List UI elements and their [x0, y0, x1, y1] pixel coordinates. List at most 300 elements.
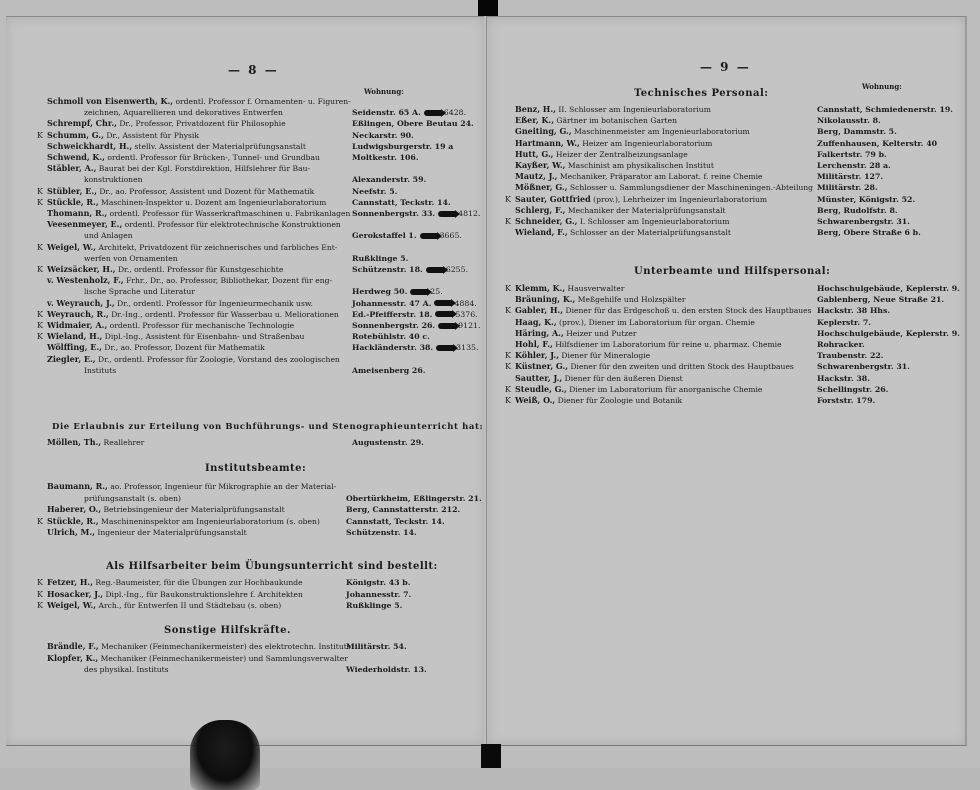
address-text: Hackstr. 38 Hhs.	[817, 306, 891, 316]
entry-address	[352, 253, 408, 264]
telephone-icon	[438, 211, 456, 217]
entry-name: Weizsäcker, H.,	[47, 264, 116, 274]
address-text: Johannesstr. 7.	[346, 589, 412, 599]
entry-description-continued: werfen von Ornamenten	[84, 253, 178, 263]
address-text: Sonnenbergstr. 33.	[352, 209, 436, 218]
entry-name: Möllen, Th.,	[47, 437, 102, 447]
address-text: Militärstr. 54.	[346, 642, 407, 651]
list-item	[515, 339, 782, 350]
address-text: Johannesstr. 47 A.	[352, 298, 432, 308]
entry-description: Schlosser an der Materialprüfungsanstalt	[570, 228, 731, 238]
entry-address	[817, 138, 937, 149]
section-heading-unterbeamte: Unterbeamte und Hilfspersonal:	[634, 266, 831, 277]
entry-name: Schrempf, Chr.,	[47, 118, 117, 129]
entry-address	[352, 365, 426, 376]
address-text: Schützenstr. 18.	[352, 265, 423, 274]
entry-address	[817, 194, 915, 205]
telephone-number: 3665.	[439, 231, 462, 241]
entry-description-continued: Instituts	[84, 365, 117, 375]
k-marker: K	[505, 194, 511, 204]
entry-name: Schmoll von Eisenwerth, K.,	[47, 96, 174, 106]
list-item	[37, 129, 199, 141]
entry-description: Dr., ordentl. Professor für Zoologie, Vorstand des zoologischen	[97, 354, 340, 364]
entry-name: Baumann, R.,	[47, 481, 108, 491]
entry-description-continued: konstruktionen	[84, 175, 143, 185]
list-item	[47, 275, 332, 286]
entry-description: Architekt, Privatdozent für zeichnerisches und farbliches Ent-	[98, 242, 338, 252]
telephone-icon	[410, 289, 428, 295]
entry-description: stellv. Assistent der Materialprüfungsanstalt	[134, 141, 306, 151]
entry-address	[817, 205, 898, 216]
address-text: Cannstatt, Schmiedenerstr. 19.	[817, 105, 954, 114]
address-text: Schellingstr. 26.	[817, 384, 889, 394]
entry-description: Maschineninspektor am Ingenieurlaboratorium (s. oben)	[101, 516, 320, 526]
telephone-number: 4884.	[454, 298, 477, 308]
entry-address	[352, 107, 466, 118]
entry-address	[352, 320, 480, 331]
address-text: Traubenstr. 22.	[817, 351, 884, 361]
entry-address	[817, 126, 897, 137]
entry-name: Wölffing, E.,	[47, 342, 102, 353]
entry-description: Schlosser u. Sammlungsdiener der Maschineningen.-Abteilung	[569, 183, 814, 193]
entry-description: Mechaniker der Materialprüfungsanstalt	[567, 205, 726, 215]
entry-name: v. Westenholz, F.,	[47, 275, 124, 286]
entry-description: Dipl.-Ing., für Baukonstruktionslehre f. Architekten	[105, 589, 303, 599]
list-item	[505, 216, 730, 227]
entry-description: Maschinenmeister am Ingenieurlaboratorium	[574, 127, 750, 137]
entry-name: Ulrich, M.,	[47, 527, 95, 538]
entry-name: Haag, K.,	[515, 316, 557, 327]
telephone-number: 25.	[430, 287, 443, 297]
list-item	[505, 350, 651, 361]
list-item	[515, 149, 688, 160]
list-item	[515, 160, 714, 171]
note-heading-erlaubnis: Die Erlaubnis zur Erteilung von Buchführungs- und Stenographieunterricht hat:	[52, 422, 484, 432]
address-text: Cannstatt, Teckstr. 14.	[352, 197, 451, 207]
entry-description: ordentl. Professor für Brücken-, Tunnel- und Grundbau	[107, 153, 320, 162]
entry-name: Weigel, W.,	[47, 600, 97, 611]
address-text: Zuffenhausen, Kelterstr. 40	[817, 138, 938, 148]
address-text: Sonnenbergstr. 26.	[352, 321, 436, 330]
entry-address	[817, 328, 960, 339]
address-text: Gablenberg, Neue Straße 21.	[817, 295, 945, 305]
entry-name: Fetzer, H.,	[47, 577, 93, 587]
list-item	[37, 588, 303, 600]
k-marker: K	[505, 306, 511, 316]
entry-address	[352, 186, 397, 197]
entry-address	[352, 118, 474, 129]
address-text: Herdweg 50.	[352, 287, 408, 297]
entry-address	[346, 504, 460, 515]
entry-name: Klemm, K.,	[515, 283, 566, 293]
list-item	[505, 283, 625, 294]
entry-description: ordentl. Professor für mechanische Technologie	[109, 321, 295, 330]
entry-description: Dr., ao. Professor, Assistent und Dozent für Mathematik	[99, 186, 315, 196]
list-item	[37, 600, 282, 611]
entry-description: Reg.-Baumeister, für die Übungen zur Hochbaukunde	[95, 578, 303, 587]
address-text: Cannstatt, Teckstr. 14.	[346, 516, 445, 526]
entry-address	[817, 216, 910, 227]
telephone-number: 4812.	[458, 209, 481, 218]
entry-address	[817, 294, 944, 305]
entry-name: Bräuning, K.,	[515, 294, 576, 305]
entry-name: Hutt, G.,	[515, 148, 554, 159]
entry-address	[817, 350, 884, 361]
entry-description: Diener für Zoologie und Botanik	[557, 396, 683, 405]
entry-address	[352, 298, 477, 309]
entry-description: I. Schlosser am Ingenieurlaboratorium	[579, 217, 730, 226]
address-text: Falkertstr. 79 b.	[817, 149, 887, 159]
address-text: Schützenstr. 14.	[346, 528, 417, 538]
list-item	[37, 308, 339, 320]
k-marker: K	[505, 217, 511, 226]
entry-name: Gabler, H.,	[515, 305, 564, 316]
entry-description: ordentl. Professor f. Ornamenten- u. Figuren-	[175, 97, 351, 106]
k-marker: K	[37, 578, 43, 587]
k-marker: K	[505, 396, 511, 405]
entry-description: Diener für das Erdgeschoß u. den ersten Stock des Hauptbaues	[565, 306, 812, 316]
entry-address	[352, 331, 430, 342]
address-text: Königstr. 43 b.	[346, 578, 411, 587]
entry-address	[352, 230, 462, 241]
list-item	[37, 577, 303, 588]
address-text: Berg, Dammstr. 5.	[817, 127, 897, 137]
entry-description: Mechaniker (Feinmechanikermeister) und Sammlungsverwalter	[100, 653, 348, 663]
address-text: Rohracker.	[817, 340, 865, 349]
entry-address	[352, 141, 453, 152]
entry-address	[346, 577, 410, 588]
entry-description: Diener für den zweiten und dritten Stock des Hauptbaues	[570, 362, 794, 372]
entry-name: Mautz, J.,	[515, 171, 558, 182]
k-marker: K	[37, 321, 43, 330]
entry-name: Hohl, F.,	[515, 339, 553, 349]
list-item	[47, 96, 351, 107]
k-marker: K	[37, 242, 43, 252]
entry-description: Dr., Professor, Privatdozent für Philosophie	[119, 119, 286, 129]
section-heading-hilfsarbeiter: Als Hilfsarbeiter beim Übungsunterricht sind bestellt:	[106, 561, 438, 572]
entry-name: Gneiting, G.,	[515, 126, 572, 137]
entry-description: II. Schlosser am Ingenieurlaboratorium	[558, 105, 711, 114]
entry-name: Sauter, Gottfried	[515, 193, 591, 204]
list-item	[47, 219, 341, 230]
page-number-left: — 8 —	[228, 63, 279, 77]
address-text: Rußklinge 5.	[352, 253, 409, 263]
entry-description: Hausverwalter	[567, 284, 625, 293]
address-text: Hochschulgebäude, Keplerstr. 9.	[817, 328, 960, 338]
entry-name: Weyrauch, R.,	[47, 308, 109, 319]
entry-address	[352, 197, 451, 208]
entry-description: Gärtner im botanischen Garten	[556, 116, 677, 126]
entry-description: Dr.-Ing., ordentl. Professor für Wasserbau u. Meliorationen	[111, 309, 339, 319]
entry-address	[817, 283, 960, 294]
address-text: Hackländerstr. 38.	[352, 343, 434, 353]
entry-address	[817, 182, 878, 193]
list-item	[47, 152, 320, 163]
k-marker: K	[505, 284, 511, 293]
entry-description: Maschinen-Inspektor u. Dozent am Ingenieurlaboratorium	[101, 197, 327, 207]
entry-name: Schumm, G.,	[47, 129, 104, 140]
k-marker: K	[37, 197, 43, 207]
address-text: Ameisenberg 26.	[352, 365, 426, 375]
k-marker: K	[37, 186, 43, 196]
entry-name: Mößner, G.,	[515, 182, 568, 193]
list-item	[37, 185, 315, 197]
entry-name: Stückle, R.,	[47, 515, 99, 526]
section-heading-sonstige: Sonstige Hilfskräfte.	[164, 625, 291, 636]
list-item	[515, 171, 763, 182]
address-text: Berg, Cannstatterstr. 212.	[346, 505, 461, 515]
entry-description: Dr., ao. Professor, Dozent für Mathematik	[104, 343, 265, 353]
address-text: Schwarenbergstr. 31.	[817, 362, 910, 372]
address-text: Augustenstr. 29.	[352, 438, 424, 447]
entry-address	[817, 104, 953, 115]
list-item	[515, 294, 686, 305]
telephone-icon	[435, 311, 453, 317]
entry-name: Stübler, E.,	[47, 185, 97, 196]
entry-address	[346, 527, 417, 538]
entry-description: Heizer und Putzer	[566, 328, 637, 338]
list-item	[515, 115, 677, 126]
entry-address	[352, 264, 468, 275]
entry-description: Frhr., Dr., ao. Professor, Bibliothekar, Dozent für eng-	[126, 276, 333, 286]
entry-address	[352, 286, 443, 297]
entry-description: (prov.), Diener im Laboratorium für organ. Chemie	[559, 317, 755, 327]
entry-name: Stückle, R.,	[47, 196, 99, 207]
k-marker: K	[505, 384, 511, 394]
list-item	[515, 373, 683, 384]
entry-description: Meßgehilfe und Holzspälter	[577, 295, 686, 305]
entry-address	[817, 361, 910, 372]
address-text: Moltkestr. 106.	[352, 153, 419, 162]
address-text: Gerokstaffel 1.	[352, 231, 417, 241]
list-item	[505, 193, 768, 205]
entry-address	[817, 149, 887, 160]
list-item	[47, 354, 340, 365]
entry-name: Häring, A.,	[515, 327, 564, 338]
list-item	[515, 205, 726, 216]
entry-name: Weiß, O.,	[515, 395, 556, 405]
telephone-icon	[438, 323, 456, 329]
entry-address	[817, 384, 888, 395]
entry-description-continued: zeichnen, Aquarellieren und dekoratives Entwerfen	[84, 108, 283, 118]
list-item	[47, 163, 310, 174]
list-item	[37, 515, 320, 527]
list-item	[515, 227, 731, 238]
entry-address	[817, 317, 871, 328]
entry-address	[352, 309, 478, 320]
entry-description: Dipl.-Ing., Assistent für Eisenbahn- und Straßenbau	[104, 332, 305, 342]
list-item	[47, 504, 285, 515]
entry-description: Dr., ordentl. Professor für Ingenieurmechanik usw.	[117, 298, 313, 308]
telephone-icon	[434, 300, 452, 306]
list-item	[505, 395, 683, 406]
address-text: Ed.-Pfeifferstr. 18.	[352, 309, 433, 319]
list-item	[47, 527, 247, 538]
address-text: Münster, Königstr. 52.	[817, 194, 916, 204]
list-item	[47, 298, 313, 309]
entry-name: Weigel, W.,	[47, 241, 97, 252]
list-item	[515, 182, 813, 193]
telephone-icon	[426, 267, 444, 273]
entry-name: Schneider, G.,	[515, 216, 578, 226]
list-item	[505, 383, 763, 395]
entry-name: Thomann, R.,	[47, 208, 108, 218]
entry-description: Baurat bei der Kgl. Forstdirektion, Hilfslehrer für Bau-	[98, 164, 311, 174]
list-item	[47, 481, 336, 492]
wohnung-label-right: Wohnung:	[862, 82, 902, 91]
entry-description: Hilfsdiener im Laboratorium für reine u. pharmaz. Chemie	[555, 340, 782, 349]
k-marker: K	[37, 589, 43, 599]
entry-name: Köhler, J.,	[515, 350, 559, 361]
k-marker: K	[37, 601, 43, 611]
entry-name: Kayßer, W.,	[515, 160, 566, 170]
entry-address	[817, 339, 865, 350]
entry-address	[817, 305, 890, 316]
entry-address	[817, 115, 881, 126]
list-item	[47, 118, 286, 129]
list-item	[505, 361, 794, 372]
section-heading-institutsbeamte: Institutsbeamte:	[205, 463, 307, 474]
list-item	[37, 196, 327, 208]
entry-description: Betriebsingenieur der Materialprüfungsanstalt	[103, 505, 285, 515]
list-item	[515, 328, 637, 339]
k-marker: K	[505, 351, 511, 361]
entry-description: ordentl. Professor für Wasserkraftmaschinen u. Fabrikanlagen	[109, 209, 351, 218]
entry-address	[352, 208, 480, 219]
entry-name: Hartmann, W.,	[515, 137, 580, 148]
entry-name: Klopfer, K.,	[47, 652, 99, 663]
entry-description: Dr., Assistent für Physik	[106, 130, 199, 140]
entry-description: Diener für Mineralogie	[561, 351, 651, 361]
telephone-number: 3135.	[456, 343, 479, 353]
entry-description: ao. Professor, Ingenieur für Mikrographie an der Material-	[110, 482, 337, 491]
entry-address	[352, 342, 478, 353]
entry-name: Eßer, K.,	[515, 115, 554, 126]
k-marker: K	[37, 332, 43, 342]
k-marker: K	[505, 362, 511, 372]
entry-name: Schweickhardt, H.,	[47, 140, 133, 151]
entry-address	[352, 152, 419, 163]
entry-name: Hosacker, J.,	[47, 588, 104, 599]
telephone-number: 6428.	[443, 108, 467, 118]
wohnung-label-left: Wohnung:	[364, 87, 404, 96]
list-item	[47, 437, 144, 448]
entry-address	[346, 641, 407, 652]
entry-address	[346, 493, 482, 504]
entry-name: Veesenmeyer, E.,	[47, 219, 123, 230]
telephone-icon	[420, 233, 438, 239]
list-item	[47, 641, 351, 652]
address-text: Militärstr. 28.	[817, 183, 878, 193]
entry-name: Widmaier, A.,	[47, 320, 108, 330]
telephone-number: 9121.	[458, 321, 481, 330]
entry-description-continued: des physikal. Instituts	[84, 665, 169, 675]
entry-address	[352, 437, 424, 448]
entry-address	[346, 664, 427, 675]
address-text: Keplerstr. 7.	[817, 317, 871, 327]
address-text: Militärstr. 127.	[817, 172, 884, 182]
address-text: Nikolausstr. 8.	[817, 116, 881, 126]
address-text: Forststr. 179.	[817, 396, 876, 405]
entry-description: (prov.), Lehrheizer im Ingenieurlaboratorium	[593, 194, 768, 204]
list-item	[505, 305, 812, 316]
entry-address	[817, 171, 883, 182]
address-text: Eßlingen, Obere Beutau 24.	[352, 119, 474, 129]
binding-clip-bottom	[481, 744, 501, 768]
page-number-right: — 9 —	[700, 60, 751, 74]
address-text: Hochschulgebäude, Keplerstr. 9.	[817, 284, 960, 293]
entry-name: Stäbler, A.,	[47, 163, 97, 174]
entry-description: Heizer am Ingenieurlaboratorium	[582, 138, 713, 148]
list-item	[47, 342, 265, 353]
entry-name: Ziegler, E.,	[47, 353, 96, 364]
list-item	[37, 331, 305, 342]
entry-address	[817, 227, 921, 238]
address-text: Hackstr. 38.	[817, 373, 870, 383]
entry-description: Mechaniker, Präparator am Laborat. f. reine Chemie	[559, 172, 763, 182]
entry-address	[817, 160, 891, 171]
address-text: Wiederholdstr. 13.	[346, 665, 427, 675]
address-text: Neckarstr. 90.	[352, 130, 414, 140]
list-item	[47, 141, 306, 152]
entry-description: Arch., für Entwerfen II und Städtebau (s. oben)	[98, 601, 282, 611]
address-text: Berg, Rudolfstr. 8.	[817, 205, 898, 215]
list-item	[47, 653, 348, 664]
address-text: Rußklinge 5.	[346, 601, 403, 611]
entry-description: Diener für den äußeren Dienst	[564, 373, 683, 383]
entry-address	[817, 395, 875, 406]
entry-name: Wieland, F.,	[515, 227, 568, 238]
entry-description: Diener im Laboratorium für anorganische Chemie	[569, 384, 763, 394]
entry-address	[352, 174, 426, 185]
entry-description: Maschinist am physikalischen Institut	[567, 161, 714, 170]
address-text: Obertürkheim, Eßlingerstr. 21.	[346, 493, 482, 503]
entry-name: Steudle, G.,	[515, 383, 567, 394]
entry-name: Schlerg, F.,	[515, 204, 566, 215]
list-item	[515, 126, 750, 137]
entry-name: Sautter, J.,	[515, 372, 563, 383]
list-item	[515, 138, 712, 149]
list-item	[515, 317, 755, 328]
entry-name: Schwend, K.,	[47, 152, 105, 162]
entry-name: Haberer, O.,	[47, 504, 102, 515]
section-heading-technisches: Technisches Personal:	[634, 88, 769, 99]
entry-name: Brändle, F.,	[47, 641, 99, 651]
address-text: Seidenstr. 65 A.	[352, 108, 421, 118]
telephone-number: 5376.	[455, 309, 478, 319]
telephone-number: 6255.	[445, 265, 469, 274]
list-item	[37, 264, 284, 275]
address-text: Alexanderstr. 59.	[352, 175, 427, 185]
entry-address	[346, 589, 411, 600]
entry-description: Dr., ordentl. Professor für Kunstgeschichte	[117, 265, 284, 274]
telephone-icon	[436, 345, 454, 351]
entry-name: Benz, H.,	[515, 104, 556, 114]
list-item	[515, 104, 711, 115]
entry-description-continued: und Anlagen	[84, 231, 133, 241]
entry-description-continued: prüfungsanstalt (s. oben)	[84, 493, 181, 503]
k-marker: K	[37, 516, 43, 526]
list-item	[37, 241, 338, 253]
binding-clip-top	[478, 0, 498, 16]
list-item	[37, 320, 295, 331]
telephone-icon	[424, 110, 442, 116]
k-marker: K	[37, 130, 43, 140]
k-marker: K	[37, 309, 43, 319]
entry-name: v. Weyrauch, J.,	[47, 297, 115, 308]
entry-description: Heizer der Zentralheizungsanlage	[555, 149, 688, 159]
entry-description: Mechaniker (Feinmechanikermeister) des elektrotechn. Instituts	[101, 642, 351, 651]
